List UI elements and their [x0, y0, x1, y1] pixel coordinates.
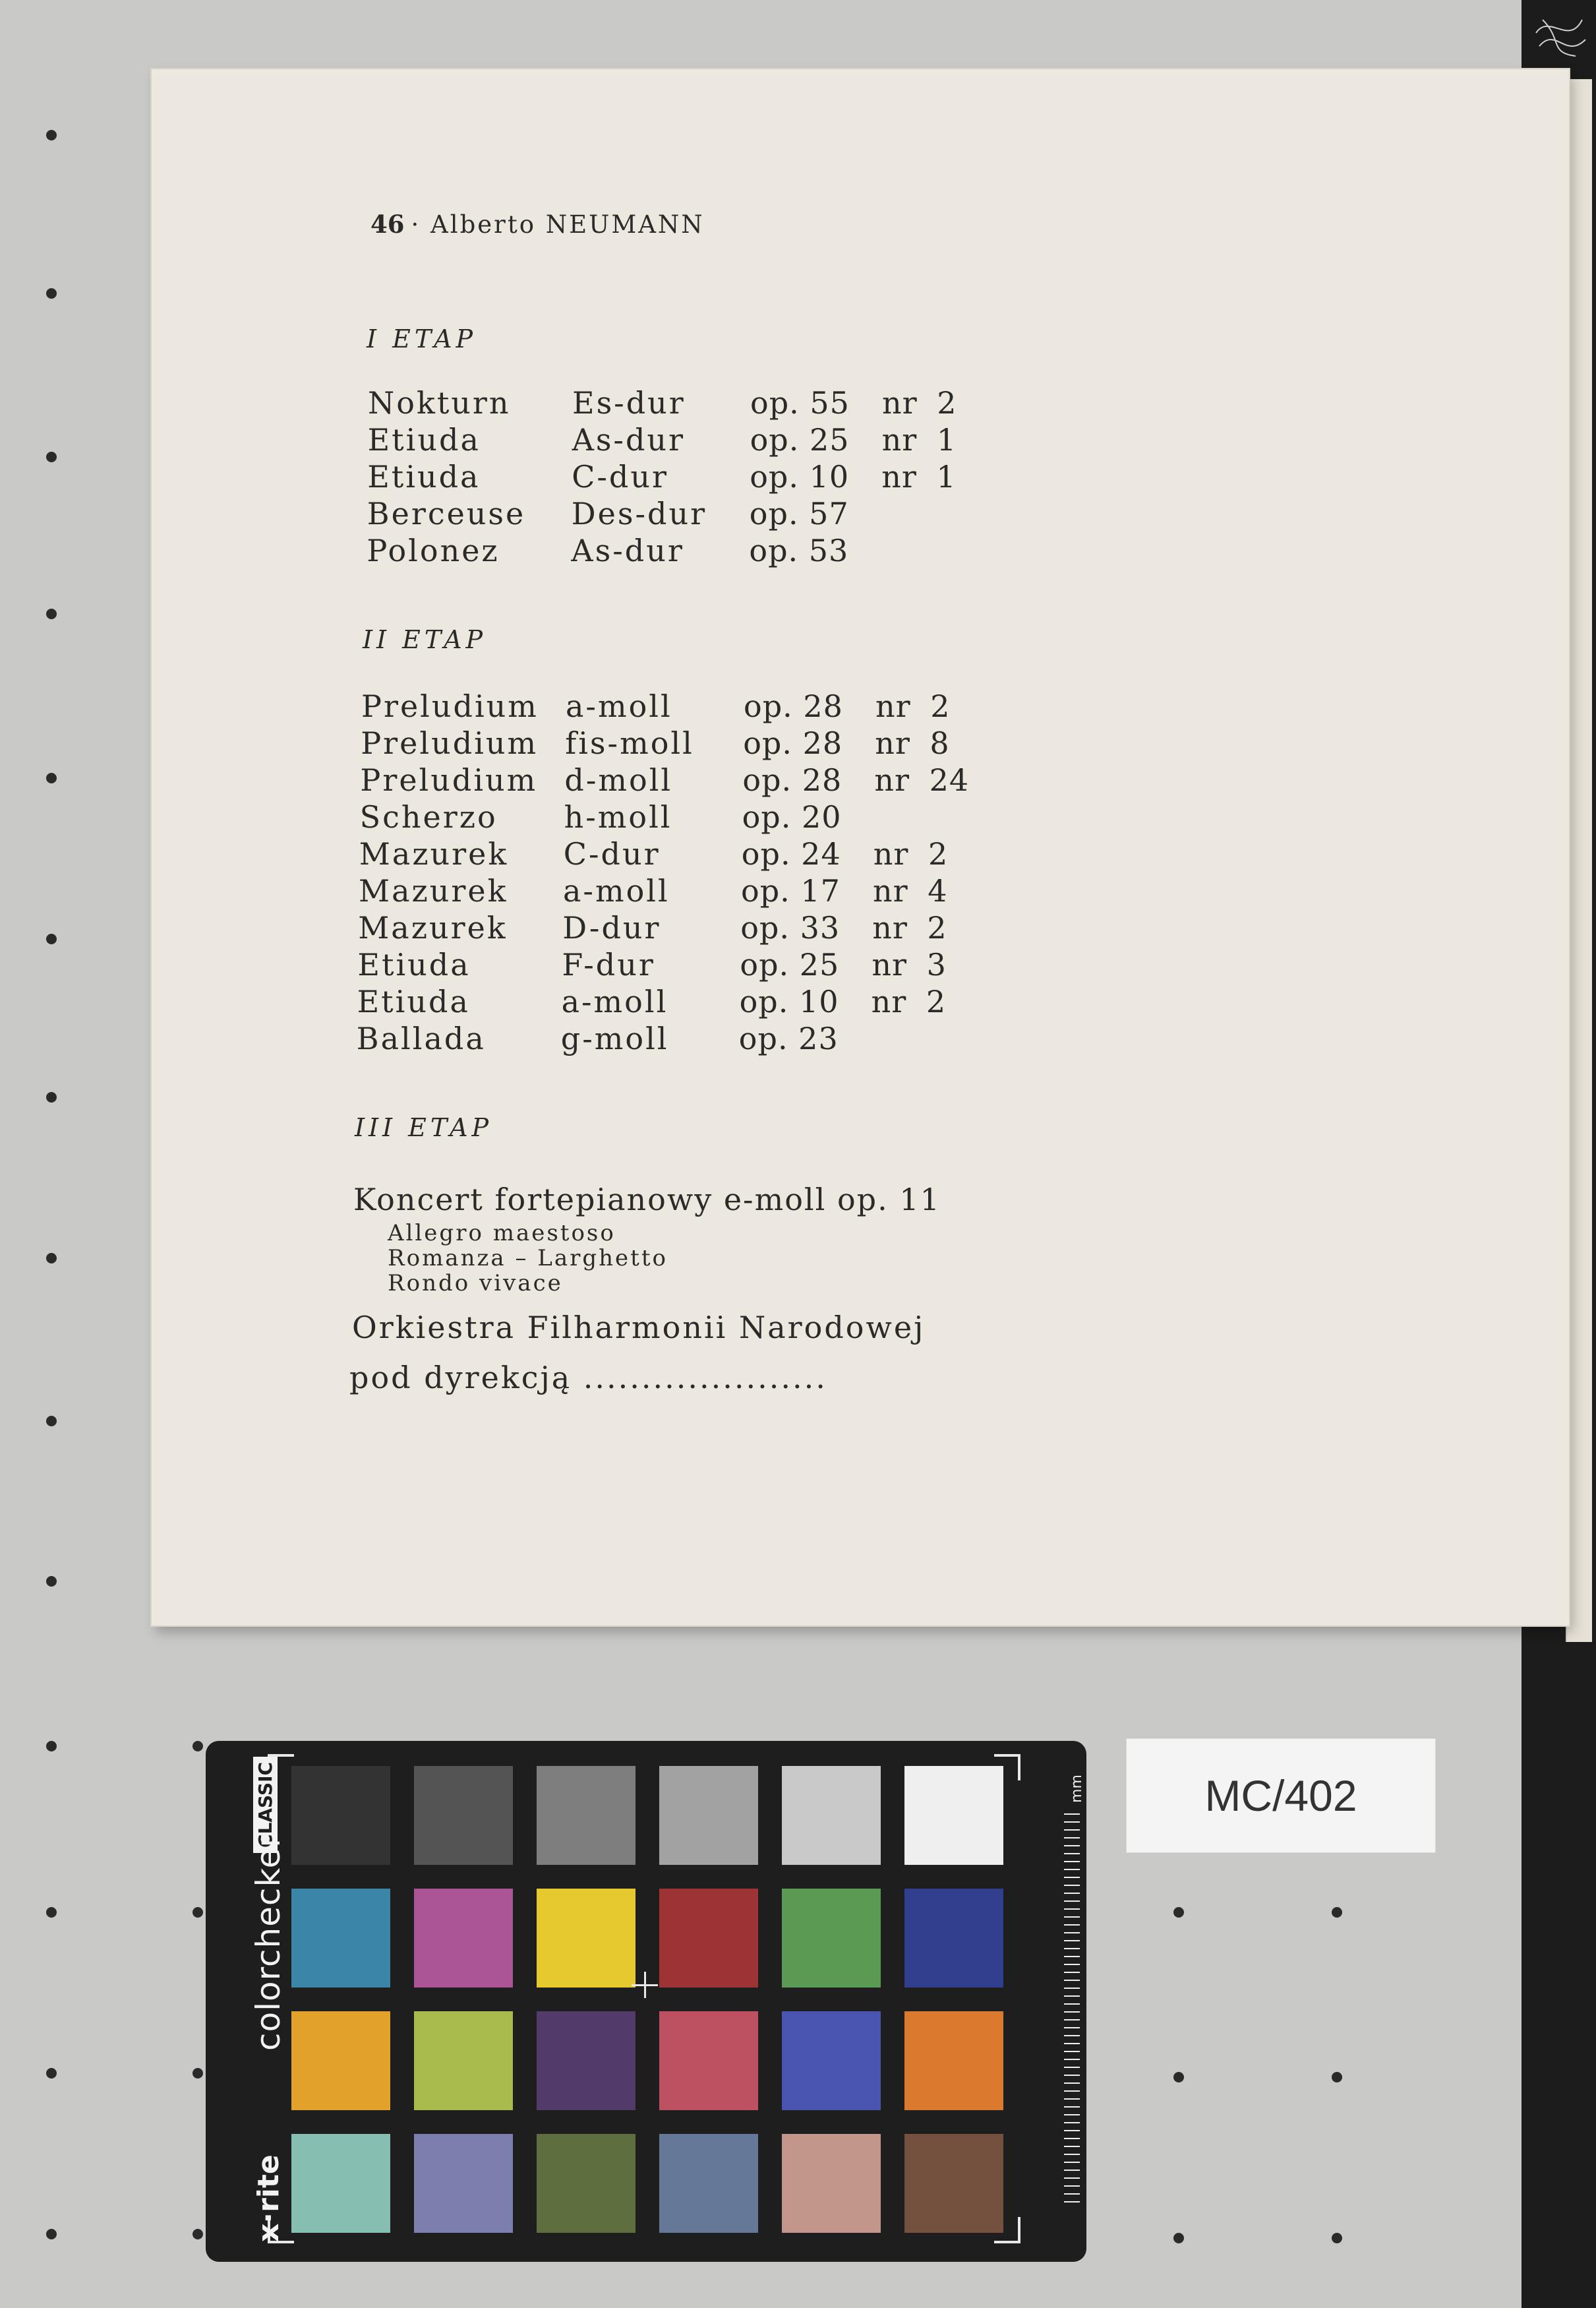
movement-3: Rondo vivace [388, 1270, 563, 1296]
ruler-unit: mm [1068, 1775, 1085, 1803]
checker-edition: CLASSIC [253, 1757, 278, 1853]
facing-page-edge [1566, 79, 1592, 1642]
piece-name: Polonez [367, 533, 500, 568]
stage3-title: III ETAP [355, 1113, 493, 1142]
color-checker-card [206, 1741, 1086, 2262]
number: nr 8 [875, 725, 950, 761]
number: nr 3 [872, 947, 947, 983]
key-name: d-moll [564, 762, 673, 798]
center-crosshair [632, 1972, 658, 1998]
piece-name: Preludium [361, 725, 539, 761]
color-swatch [782, 1766, 881, 1865]
movement-1: Allegro maestoso [388, 1220, 616, 1246]
piece-name: Ballada [356, 1021, 486, 1056]
number: nr 2 [873, 836, 949, 872]
color-swatch [414, 2011, 513, 2110]
checker-maker: x·rite [252, 2154, 285, 2242]
key-name: Es-dur [572, 385, 686, 421]
stage2-title: II ETAP [363, 625, 487, 654]
color-swatch [537, 1889, 635, 1988]
opus: op. 25 [740, 947, 840, 983]
color-swatch [291, 2134, 390, 2233]
number: nr 1 [881, 422, 957, 458]
color-swatch [659, 2011, 758, 2110]
key-name: C-dur [572, 459, 668, 495]
key-name: As-dur [571, 533, 684, 568]
opus: op. 23 [738, 1021, 839, 1056]
piece-name: Berceuse [367, 496, 526, 531]
number: nr 2 [882, 385, 957, 421]
color-swatch [904, 1766, 1003, 1865]
opus: op. 20 [742, 799, 842, 835]
opus: op. 57 [749, 496, 849, 531]
piece-name: Preludium [361, 688, 539, 724]
archive-label: MC/402 [1126, 1738, 1436, 1853]
opus: op. 25 [750, 422, 850, 458]
number: nr 2 [875, 688, 951, 724]
opus: op. 24 [741, 836, 841, 872]
color-swatch [537, 2134, 635, 2233]
page-number: 46 [370, 210, 405, 239]
opus: op. 10 [750, 459, 850, 495]
color-swatch [537, 2011, 635, 2110]
piece-name: Preludium [360, 762, 538, 798]
color-swatch [537, 1766, 635, 1865]
color-swatch [782, 2134, 881, 2233]
number: nr 4 [873, 873, 948, 909]
color-swatch [904, 2134, 1003, 2233]
opus: op. 53 [749, 533, 849, 568]
key-name: a-moll [561, 984, 668, 1019]
key-name: a-moll [563, 873, 670, 909]
color-swatch [291, 1766, 390, 1865]
piece-name: Etiuda [357, 947, 471, 983]
opus: op. 55 [750, 385, 850, 421]
key-name: fis-moll [565, 725, 694, 761]
opus: op. 28 [742, 762, 842, 798]
number: nr 2 [871, 984, 947, 1019]
key-name: Des-dur [571, 496, 707, 531]
key-name: D-dur [562, 910, 661, 946]
concerto-title: Koncert fortepianowy e-moll op. 11 [353, 1182, 941, 1217]
key-name: C-dur [563, 836, 661, 872]
color-swatch [782, 1889, 881, 1988]
stage1-title: I ETAP [367, 324, 477, 353]
color-swatch [659, 2134, 758, 2233]
color-swatch [414, 1766, 513, 1865]
number: nr 2 [872, 910, 947, 946]
opus: op. 33 [740, 910, 841, 946]
opus: op. 10 [739, 984, 839, 1019]
color-swatch [291, 1889, 390, 1988]
piece-name: Mazurek [358, 910, 508, 946]
piece-name: Scherzo [359, 799, 498, 835]
key-name: As-dur [572, 422, 686, 458]
opus: op. 28 [744, 688, 843, 724]
key-name: h-moll [564, 799, 672, 835]
conductor-line: pod dyrekcją ..................... [349, 1360, 827, 1395]
color-swatch [904, 1889, 1003, 1988]
header-author: Alberto NEUMANN [430, 210, 705, 239]
color-swatch [659, 1766, 758, 1865]
header-separator: · [411, 210, 421, 239]
movement-2: Romanza – Larghetto [388, 1245, 668, 1271]
piece-name: Nokturn [368, 385, 511, 421]
orchestra-line: Orkiestra Filharmonii Narodowej [352, 1310, 926, 1345]
piece-name: Mazurek [359, 836, 509, 872]
color-swatch [659, 1889, 758, 1988]
color-swatch [904, 2011, 1003, 2110]
checker-brand: colorchecker [249, 1833, 287, 2051]
key-name: g-moll [560, 1021, 669, 1056]
key-name: F-dur [562, 947, 655, 983]
key-name: a-moll [566, 688, 672, 724]
piece-name: Etiuda [367, 459, 481, 495]
color-swatch [414, 2134, 513, 2233]
color-swatch [291, 2011, 390, 2110]
opus: op. 28 [743, 725, 843, 761]
color-swatch [414, 1889, 513, 1988]
piece-name: Mazurek [359, 873, 508, 909]
number: nr 24 [874, 762, 970, 798]
running-header [370, 210, 705, 239]
opus: op. 17 [741, 873, 841, 909]
color-swatch [782, 2011, 881, 2110]
checker-ruler [1064, 1813, 1080, 2209]
piece-name: Etiuda [357, 984, 470, 1019]
piece-name: Etiuda [367, 422, 481, 458]
wire-tangle [1529, 7, 1589, 66]
number: nr 1 [881, 459, 957, 495]
